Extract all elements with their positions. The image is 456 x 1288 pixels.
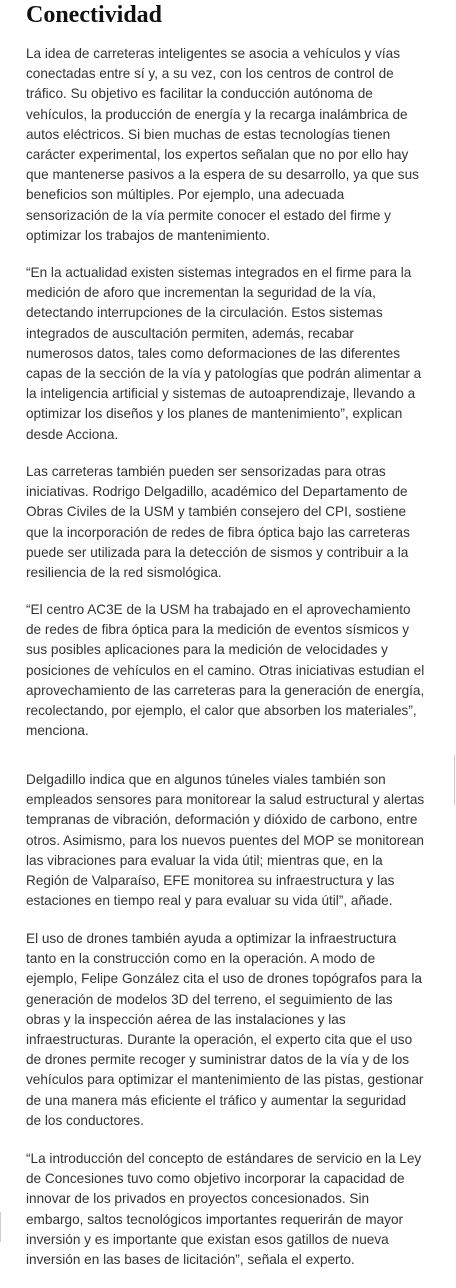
text-line: puede ser utilizada para la detección de sismos y contribuir a la — [26, 544, 409, 560]
paragraph-tuneles — [26, 770, 424, 911]
text-line: inversión en las bases de licitación”, señala el experto. — [26, 1251, 355, 1267]
text-line: de redes de fibra óptica para la medición de eventos sísmicos y — [26, 622, 410, 638]
text-line: numerosos datos, tales como deformaciones de las diferentes — [26, 345, 401, 361]
paragraph-concesiones-quote — [26, 1149, 421, 1270]
paragraph-intro — [26, 44, 419, 246]
text-line: otros. Asimismo, para los nuevos puentes del MOP se monitorean — [26, 832, 424, 848]
text-line: resiliencia de la red sismológica. — [26, 564, 222, 580]
text-line: generación de modelos 3D del terreno, el seguimiento de las — [26, 991, 393, 1007]
section-heading: Conectividad — [26, 2, 163, 28]
text-line: integrados de auscultación permiten, además, recabar — [26, 325, 354, 341]
text-line: El uso de drones también ayuda a optimizar la infraestructura — [26, 931, 397, 946]
page-edge-divider — [0, 1212, 1, 1242]
text-line: Región de Valparaíso, EFE monitorea su infraestructura y las — [26, 872, 395, 888]
paragraph-ac3e-quote — [26, 600, 424, 741]
text-line: estaciones en tiempo real y para evaluar su vida útil”, añade. — [26, 893, 393, 909]
paragraph-acciona-quote — [26, 263, 421, 445]
text-line: posiciones de vehículos en el camino. Otras iniciativas estudian el — [26, 662, 425, 678]
text-line: beneficios son múltiples. Por ejemplo, una adecuada — [26, 187, 345, 203]
text-line: vehículos, la producción de energía y la recarga inalámbrica de — [26, 106, 408, 122]
text-line: Delgadillo indica que en algunos túneles viales también son — [26, 772, 386, 787]
text-line: La idea de carreteras inteligentes se asocia a vehículos y vías — [26, 46, 401, 61]
text-line: ejemplo, Felipe González cita el uso de drones topógrafos para la — [26, 971, 422, 987]
text-line: vehículos para optimizar el mantenimiento de las pistas, gestionar — [26, 1072, 424, 1088]
text-line: que la incorporación de redes de fibra óptica bajo las carreteras — [26, 524, 410, 540]
text-line: autos eléctricos. Si bien muchas de estas tecnologías tienen — [26, 126, 391, 142]
text-line: de drones permite recoger y suministrar datos de la vía y de los — [26, 1052, 410, 1068]
text-line: tempranas de vibración, deformación y dióxido de carbono, entre — [26, 812, 418, 828]
text-line: empleados sensores para monitorear la salud estructural y alertas — [26, 792, 425, 808]
text-line: medición de aforo que incrementan la seguridad de la vía, — [26, 285, 376, 301]
text-line: desde Acciona. — [26, 426, 119, 442]
text-line: Las carreteras también pueden ser sensorizadas para otras — [26, 464, 386, 479]
paragraph-drones — [26, 929, 423, 1131]
text-line: la inteligencia artificial y sistemas de autoaprendizaje, llevando a — [26, 386, 416, 402]
text-line: de una manera más eficiente el tráfico y aumentar la seguridad — [26, 1092, 407, 1108]
text-line: conectadas entre sí y, a su vez, con los centros de control de — [26, 66, 394, 82]
paragraph-delgadillo — [26, 462, 410, 583]
text-line: de Concesiones tuvo como objetivo incorporar la capacidad de — [26, 1171, 405, 1187]
text-line: infraestructuras. Durante la operación, el experto cita que el uso — [26, 1031, 413, 1047]
text-line: aprovechamiento de las carreteras para la generación de energía, — [26, 682, 425, 698]
text-line: capas de la sección de la vía y patologías que podrán alimentar a — [26, 365, 422, 381]
text-line: embargo, saltos tecnológicos importantes requerirán de mayor — [26, 1211, 404, 1227]
text-line: menciona. — [26, 723, 89, 739]
text-line: “La introducción del concepto de estándares de servicio en la Ley — [26, 1151, 422, 1166]
text-line: sensorización de la vía permite conocer el estado del firme y — [26, 207, 391, 223]
text-line: inversión y es importante que existan esos gatillos de nueva — [26, 1231, 389, 1247]
text-line: tráfico. Su objetivo es facilitar la conducción autónoma de — [26, 86, 373, 102]
text-line: iniciativas. Rodrigo Delgadillo, académico del Departamento de — [26, 484, 408, 500]
text-line: de los conductores. — [26, 1112, 144, 1128]
text-line: que mantenerse pasivos a la espera de su desarrollo, ya que sus — [26, 167, 419, 183]
text-line: “El centro AC3E de la USM ha trabajado en el aprovechamiento — [26, 602, 411, 617]
text-line: recolectando, por ejemplo, el calor que absorben los materiales”, — [26, 702, 417, 718]
page-edge-divider — [454, 755, 455, 805]
text-line: innovar de los privados en proyectos concesionados. Sin — [26, 1191, 370, 1207]
text-line: Obras Civiles de la USM y también consejero del CPI, sostiene — [26, 504, 407, 520]
text-line: carácter experimental, los expertos señalan que no por ello hay — [26, 146, 409, 162]
text-line: las vibraciones para evaluar la vida útil; mientras que, en la — [26, 852, 383, 868]
text-line: “En la actualidad existen sistemas integrados en el firme para la — [26, 265, 412, 280]
text-line: detectando interrupciones de la circulación. Estos sistemas — [26, 305, 383, 321]
text-line: optimizar los trabajos de mantenimiento. — [26, 227, 271, 243]
text-line: tanto en la construcción como en la operación. A modo de — [26, 951, 376, 967]
text-line: optimizar los diseños y los planes de mantenimiento”, explican — [26, 406, 403, 422]
text-line: sus posibles aplicaciones para la medición de velocidades y — [26, 642, 388, 658]
text-line: obras y la inspección aérea de las instalaciones y las — [26, 1011, 346, 1027]
